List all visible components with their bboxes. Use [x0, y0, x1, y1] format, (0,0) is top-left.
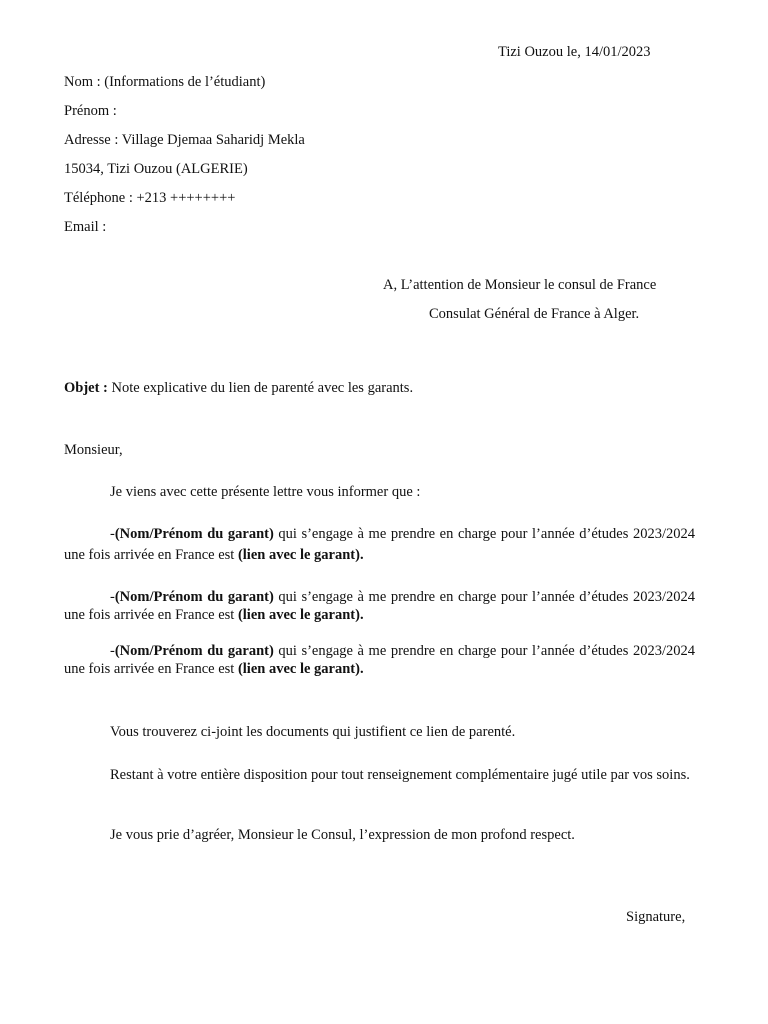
- sender-email: Email :: [64, 219, 107, 235]
- guarantor-paragraph-1: [64, 524, 695, 566]
- recipient-line-2: Consulat Général de France à Alger.: [429, 306, 640, 322]
- documents-paragraph: Vous trouverez ci-joint les documents qui justifient ce lien de parenté.: [110, 724, 516, 740]
- guarantor-link: (lien avec le garant).: [237, 661, 364, 677]
- guarantor-link: (lien avec le garant).: [237, 607, 364, 623]
- guarantor-name: (Nom/Prénom du garant): [114, 526, 274, 542]
- objet-text: Note explicative du lien de parenté avec les garants.: [107, 380, 414, 396]
- guarantor-text: qui s’engage à me prendre en charge pour l’année d’études 2023/2024 une fois arrivée en France est: [64, 589, 695, 623]
- salutation: Monsieur,: [64, 442, 123, 458]
- disposition-paragraph: Restant à votre entière disposition pour tout renseignement complémentaire jugé utile par vos soins.: [110, 767, 690, 783]
- intro-paragraph: Je viens avec cette présente lettre vous informer que :: [110, 484, 421, 500]
- sender-adresse: Adresse : Village Djemaa Saharidj Mekla: [64, 132, 305, 148]
- guarantor-paragraph-2: [64, 588, 695, 624]
- objet-line: [64, 381, 413, 396]
- sender-nom: Nom : (Informations de l’étudiant): [64, 74, 266, 90]
- date-line: Tizi Ouzou le, 14/01/2023: [498, 44, 651, 60]
- guarantor-name: (Nom/Prénom du garant): [114, 589, 274, 605]
- guarantor-paragraph-3: [64, 642, 695, 678]
- guarantor-dash: -: [110, 643, 115, 659]
- guarantor-dash: -: [110, 589, 115, 605]
- sender-prenom: Prénom :: [64, 103, 117, 119]
- guarantor-link: (lien avec le garant).: [237, 547, 364, 563]
- closing-paragraph: Je vous prie d’agréer, Monsieur le Consul, l’expression de mon profond respect.: [110, 827, 575, 843]
- signature-label: Signature,: [626, 909, 686, 925]
- guarantor-text: qui s’engage à me prendre en charge pour l’année d’études 2023/2024 une fois arrivée en France est: [64, 526, 695, 563]
- recipient-line-1: A, L’attention de Monsieur le consul de France: [383, 277, 657, 293]
- sender-telephone: Téléphone : +213 ++++++++: [64, 190, 236, 206]
- guarantor-name: (Nom/Prénom du garant): [114, 643, 274, 659]
- objet-label: Objet :: [64, 380, 108, 396]
- guarantor-dash: -: [110, 526, 115, 542]
- guarantor-text: qui s’engage à me prendre en charge pour l’année d’études 2023/2024 une fois arrivée en France est: [64, 643, 695, 677]
- sender-ville: 15034, Tizi Ouzou (ALGERIE): [64, 161, 248, 177]
